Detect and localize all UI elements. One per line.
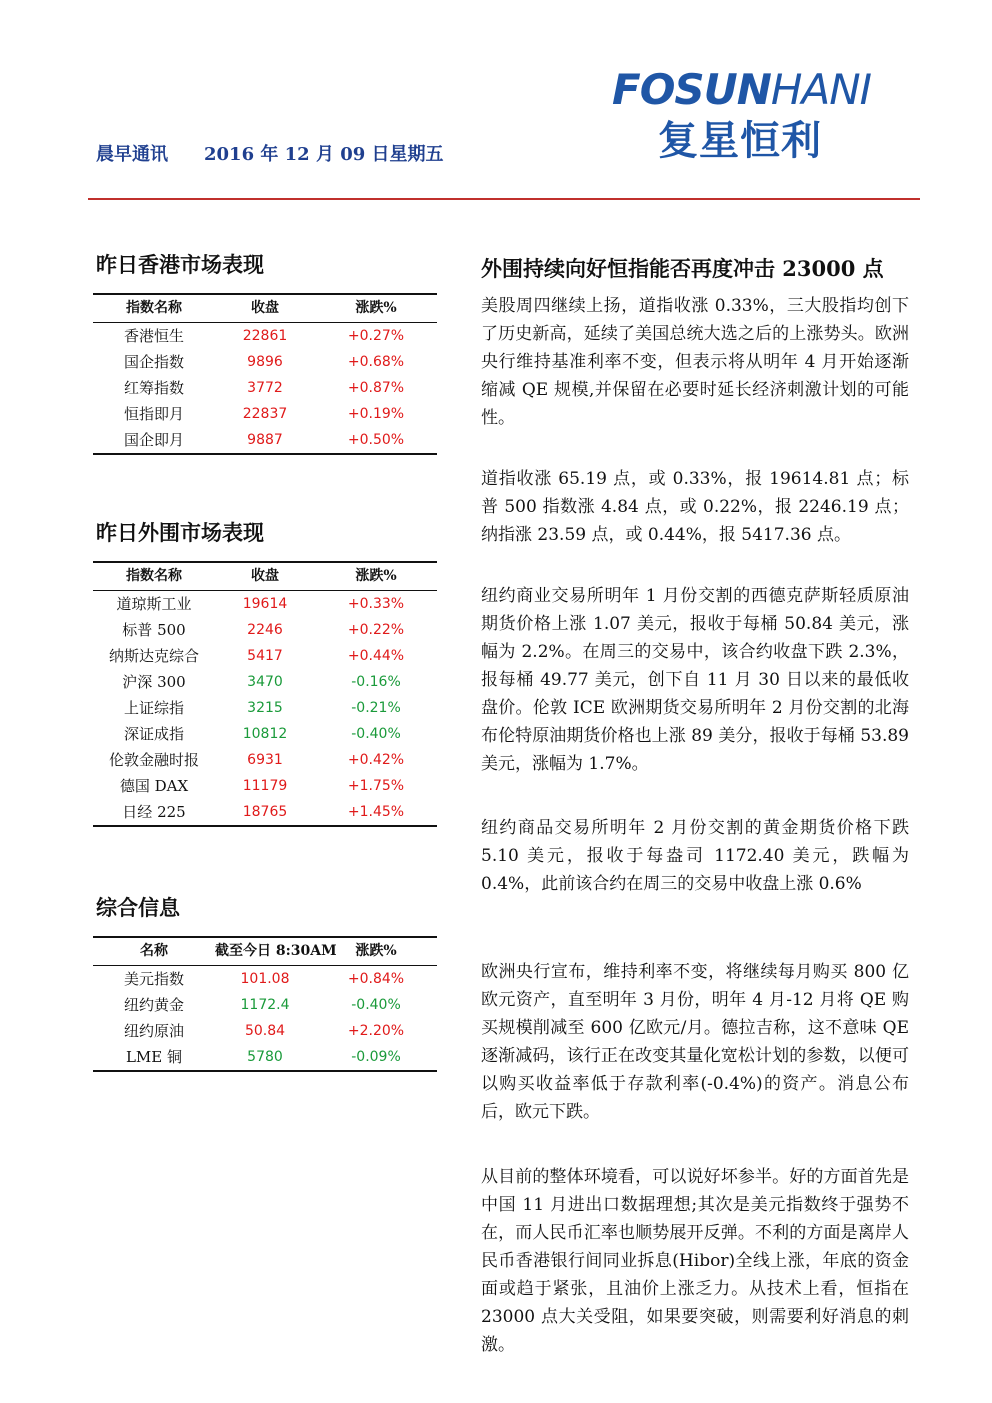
row-name: 上证综指 (123, 699, 184, 717)
row-change: +0.19% (347, 406, 405, 422)
article-paragraph: 从目前的整体环境看，可以说好坏参半。好的方面首先是中国 11 月进出口数据理想;其次是美元指数终于强势不在，而人民币汇率也顺势展开反弹。不利的方面是离岸人民币香港银行间同业拆息(Hibor)全线上涨，年底的资金面或趋于紧张，且油价上涨乏力。从技术上看，恒指在 23000 点大关受阻，如果要突破，则需要利好消息的刺激。 (481, 1167, 909, 1355)
row-name: LME 铜 (125, 1048, 183, 1066)
row-name: 纽约原油 (123, 1022, 184, 1040)
row-change: +0.42% (347, 752, 405, 768)
table-row (93, 375, 437, 401)
row-name: 纽约黄金 (123, 996, 184, 1014)
row-change: -0.21% (351, 700, 401, 716)
row-change: +0.68% (347, 354, 405, 370)
row-close: 10812 (242, 726, 288, 742)
table-header (93, 561, 437, 591)
row-close: 3215 (247, 700, 283, 716)
newsletter-name: 晨早通讯 (96, 144, 168, 165)
column-header: 指数名称 (126, 300, 182, 316)
row-change: -0.16% (351, 674, 401, 690)
row-change: +2.20% (347, 1023, 405, 1039)
table-row (93, 669, 437, 695)
table-row (93, 427, 437, 455)
row-name: 纳斯达克综合 (108, 647, 199, 665)
general-info-title: 综合信息 (96, 895, 180, 920)
row-name: 香港恒生 (123, 327, 184, 345)
row-name: 德国 DAX (119, 777, 189, 795)
row-name: 国企指数 (123, 353, 184, 371)
logo-english: FOSUNHANI (612, 65, 872, 114)
table-row (93, 349, 437, 375)
company-logo (612, 65, 912, 164)
row-close: 3470 (247, 674, 283, 690)
row-close: 1172.4 (240, 997, 290, 1013)
table-row (93, 401, 437, 427)
column-header: 收盘 (251, 300, 279, 316)
article-paragraph: 纽约商品交易所明年 2 月份交割的黄金期货价格下跌 5.10 美元，报收于每盎司 1172.40 美元，跌幅为 0.4%，此前该合约在周三的交易中收盘上涨 0.6% (481, 818, 909, 894)
row-close: 22861 (242, 328, 288, 344)
row-name: 日经 225 (122, 803, 186, 821)
row-close: 6931 (247, 752, 283, 768)
row-close: 18765 (242, 804, 288, 820)
row-name: 伦敦金融时报 (108, 751, 199, 769)
row-name: 深证成指 (123, 725, 184, 743)
hk-market-title: 昨日香港市场表现 (96, 252, 264, 277)
row-close: 2246 (247, 622, 283, 638)
row-close: 3772 (247, 380, 283, 396)
issue-date: 2016 年 12 月 09 日星期五 (204, 144, 444, 165)
row-name: 红筹指数 (123, 379, 184, 397)
table-row (93, 617, 437, 643)
row-change: +0.84% (347, 971, 405, 987)
row-name: 国企即月 (123, 431, 184, 449)
article-paragraph: 欧洲央行宣布，维持利率不变，将继续每月购买 800 亿欧元资产，直至明年 3 月份，明年 4 月-12 月将 QE 购买规模削减至 600 亿欧元/月。德拉吉称，这不意味 QE 逐渐减码，该行正在改变其量化宽松计划的参数，以便可以购买收益率低于存款利率(-0.4%)的资产。消息公布后，欧元下跌。 (481, 962, 909, 1122)
row-change: +0.33% (347, 596, 405, 612)
table-row (93, 721, 437, 747)
table-row (93, 323, 437, 349)
hk-market-table (93, 293, 437, 455)
column-header: 指数名称 (126, 568, 182, 584)
table-row (93, 799, 437, 827)
row-change: +0.50% (347, 432, 405, 448)
table-header (93, 293, 437, 323)
row-name: 标普 500 (122, 621, 186, 639)
column-header: 截至今日 8:30AM (215, 943, 337, 959)
row-change: +0.22% (347, 622, 405, 638)
row-close: 9887 (247, 432, 283, 448)
general-info-table (93, 936, 437, 1072)
row-close: 5780 (247, 1049, 283, 1065)
logo-chinese: 复星恒利 (658, 118, 822, 164)
row-name: 道琼斯工业 (116, 595, 192, 613)
table-row (93, 1018, 437, 1044)
table-row (93, 643, 437, 669)
table-row (93, 591, 437, 617)
table-row (93, 695, 437, 721)
table-row (93, 966, 437, 992)
column-header: 涨跌% (355, 943, 397, 959)
row-change: +0.87% (347, 380, 405, 396)
row-change: +0.44% (347, 648, 405, 664)
table-row (93, 1044, 437, 1072)
column-header: 收盘 (251, 568, 279, 584)
row-close: 9896 (247, 354, 283, 370)
column-header: 涨跌% (355, 568, 397, 584)
row-close: 101.08 (240, 971, 290, 987)
row-close: 5417 (247, 648, 283, 664)
row-change: +1.45% (347, 804, 405, 820)
article-paragraph: 纽约商业交易所明年 1 月份交割的西德克萨斯轻质原油期货价格上涨 1.07 美元，报收于每桶 50.84 美元，涨幅为 2.2%。在周三的交易中，该合约收盘下跌 2.3%，报每桶 49.77 美元，创下自 11 月 30 日以来的最低收盘价。伦敦 ICE 欧洲期货交易所明年 2 月份交割的北海布伦特原油期货价格也上涨 89 美分，报收于每桶 53.89 美元，涨幅为 1.7%。 (481, 586, 909, 774)
row-close: 22837 (242, 406, 288, 422)
row-name: 恒指即月 (123, 405, 184, 423)
row-close: 19614 (242, 596, 288, 612)
row-change: +1.75% (347, 778, 405, 794)
row-close: 50.84 (244, 1023, 286, 1039)
global-market-title: 昨日外围市场表现 (96, 520, 264, 545)
row-close: 11179 (242, 778, 288, 794)
article-paragraph: 道指收涨 65.19 点，或 0.33%，报 19614.81 点；标普 500 指数涨 4.84 点，或 0.22%，报 2246.19 点；纳指涨 23.59 点，或 0.44%，报 5417.36 点。 (481, 469, 909, 545)
row-name: 美元指数 (123, 970, 184, 988)
column-header: 涨跌% (355, 300, 397, 316)
column-header: 名称 (140, 943, 168, 959)
newsletter-date-line (96, 142, 444, 168)
row-change: -0.09% (351, 1049, 401, 1065)
table-row (93, 773, 437, 799)
row-change: -0.40% (351, 726, 401, 742)
header-divider (88, 198, 920, 200)
article-headline: 外围持续向好恒指能否再度冲击 23000 点 (481, 256, 884, 281)
global-market-table (93, 561, 437, 827)
table-row (93, 992, 437, 1018)
row-name: 沪深 300 (122, 673, 186, 691)
table-header (93, 936, 437, 966)
article-paragraph: 美股周四继续上扬，道指收涨 0.33%，三大股指均创下了历史新高，延续了美国总统大选之后的上涨势头。欧洲央行维持基准利率不变，但表示将从明年 4 月开始逐渐缩减 QE 规模,并保留在必要时延长经济刺激计划的可能性。 (481, 296, 909, 428)
table-row (93, 747, 437, 773)
row-change: -0.40% (351, 997, 401, 1013)
row-change: +0.27% (347, 328, 405, 344)
